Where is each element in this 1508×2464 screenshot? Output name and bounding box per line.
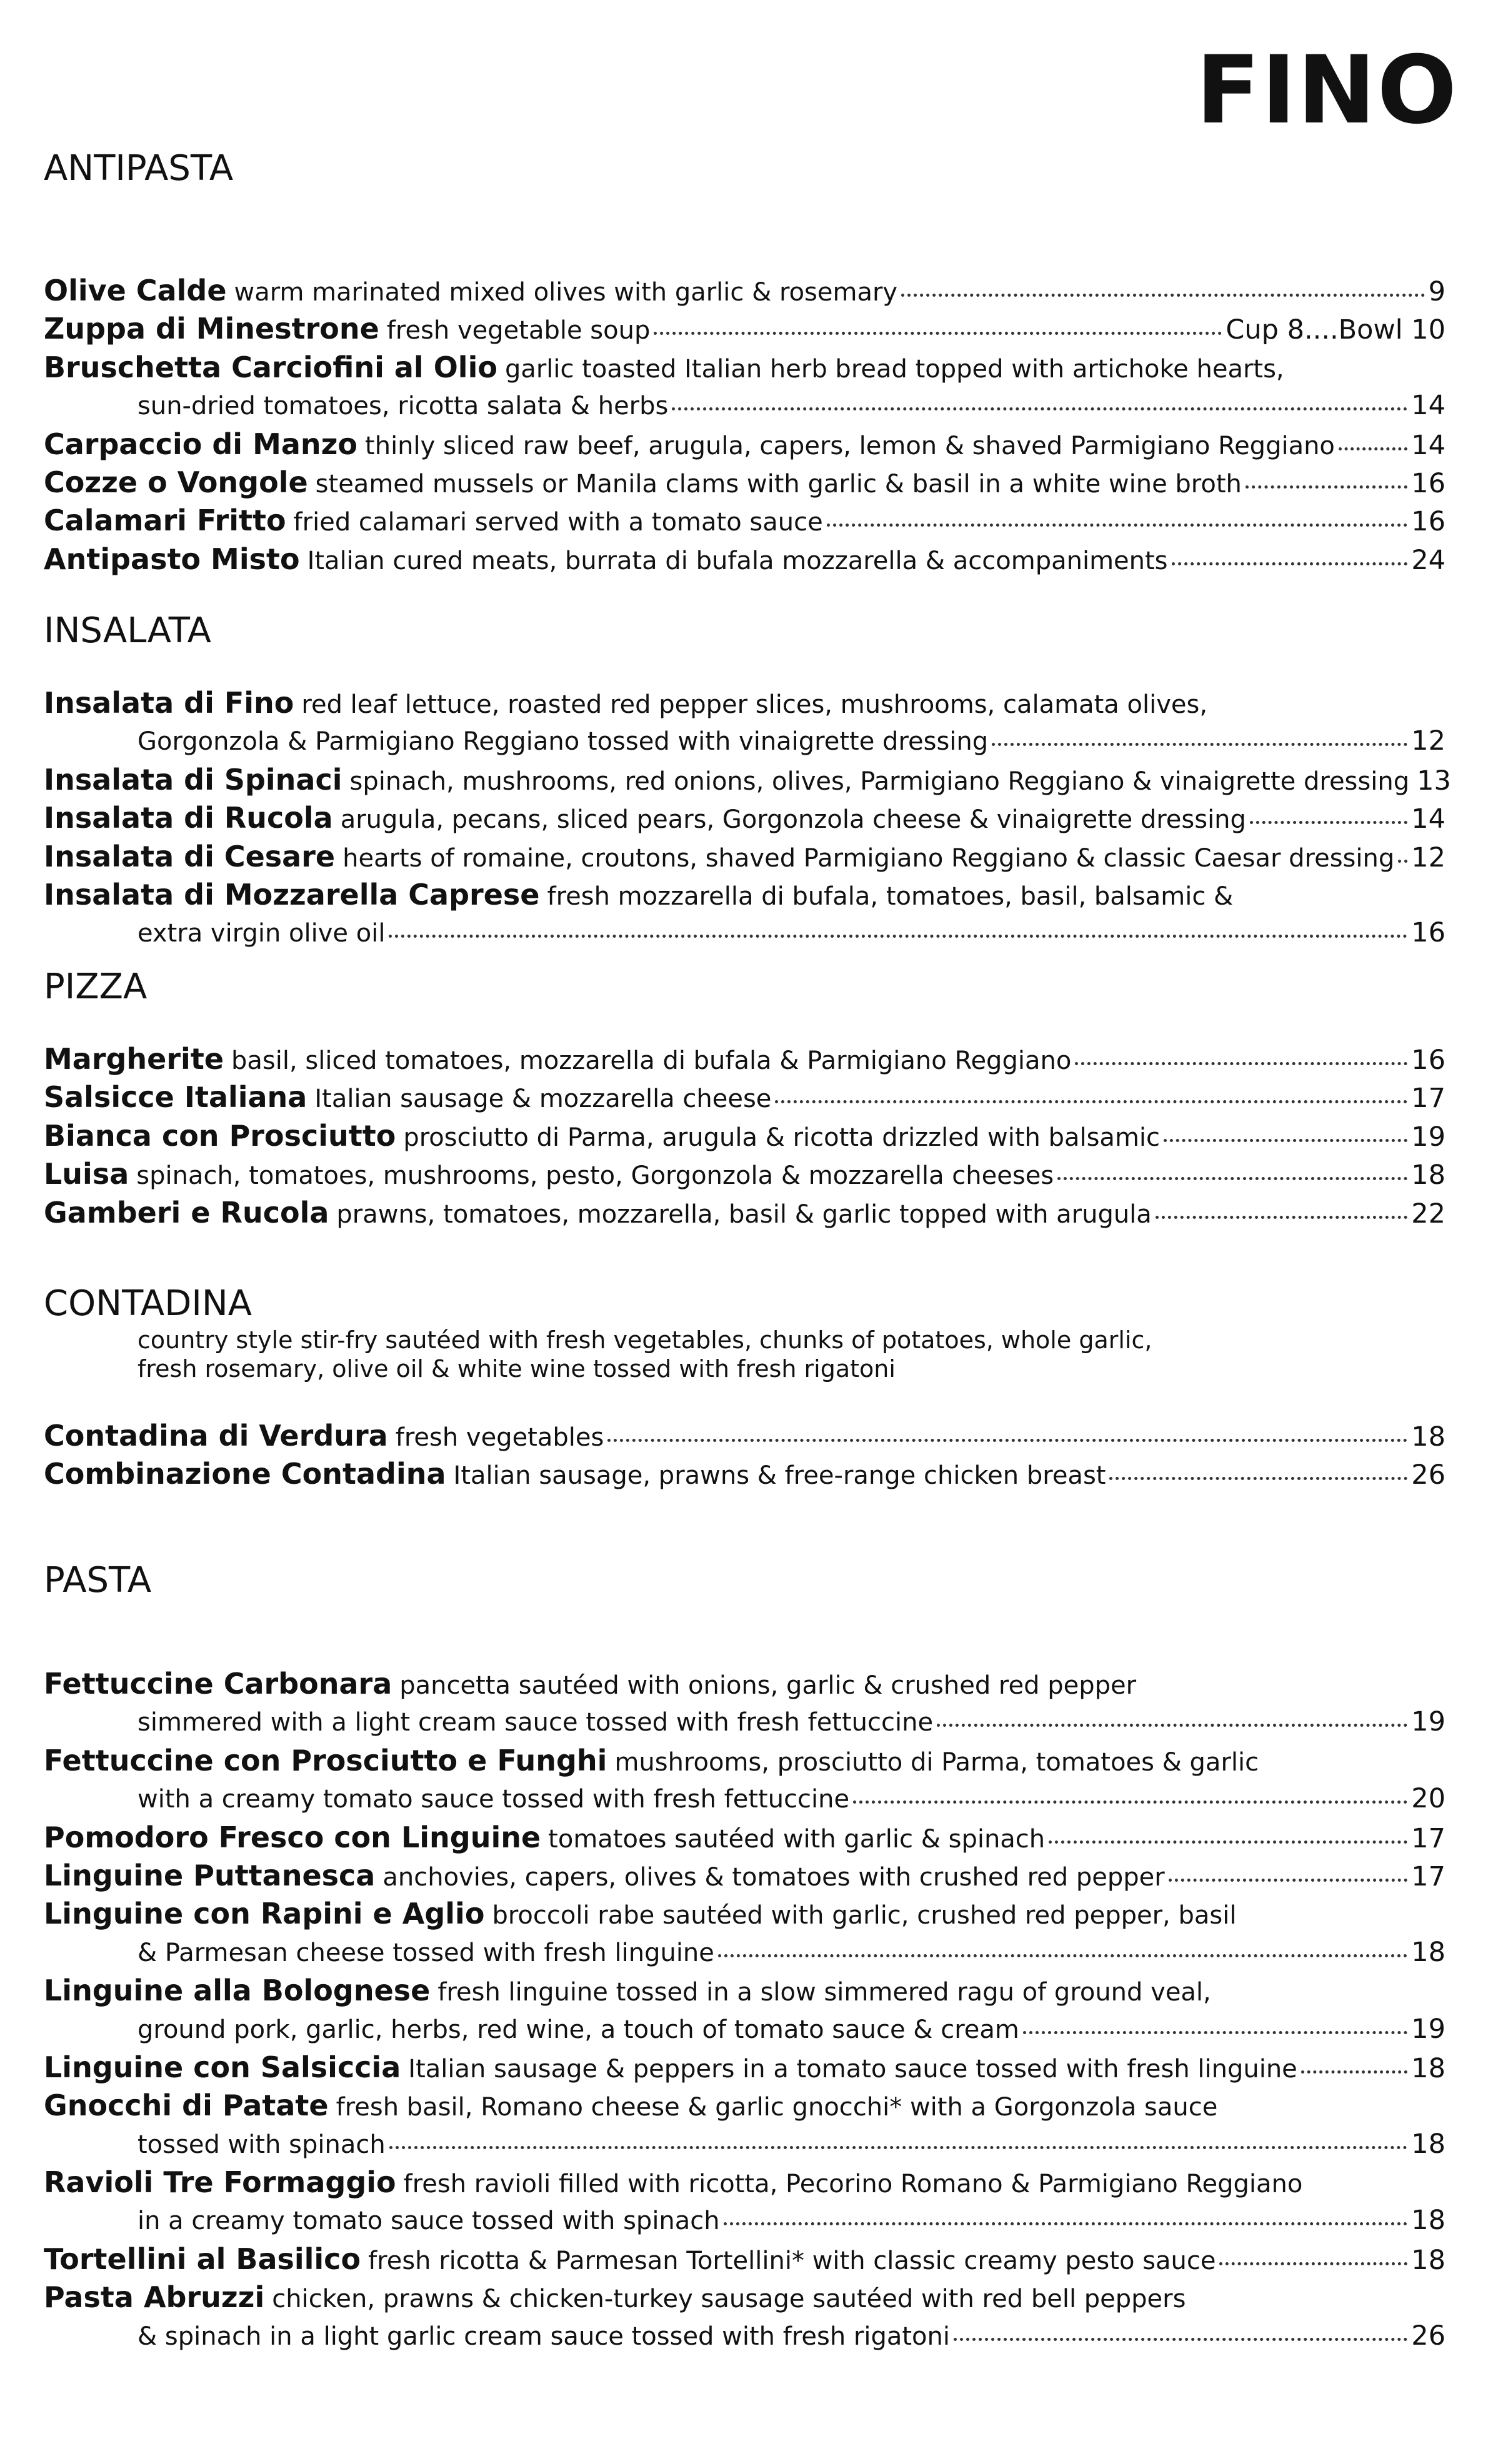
item-price: 17 — [1411, 1083, 1446, 1115]
item-name: Linguine alla Bolognese — [44, 1974, 431, 2008]
item-description: thinly sliced raw beef, arugula, capers, lemon & shaved Parmigiano Reggiano — [365, 431, 1335, 460]
menu-item — [44, 1819, 1446, 1857]
item-description: Italian sausage & peppers in a tomato sauce tossed with fresh linguine — [408, 2054, 1297, 2084]
menu-item — [44, 761, 1451, 799]
item-description: red leaf lettuce, roasted red pepper slices, mushrooms, calamata olives, — [301, 690, 1208, 719]
dot-leader — [1057, 1177, 1407, 1180]
dot-leader — [1075, 1062, 1407, 1065]
item-description-continued: Gorgonzola & Parmigiano Reggiano tossed with vinaigrette dressing — [137, 727, 989, 757]
section-insalata — [44, 609, 1451, 953]
item-description: mushrooms, prosciutto di Parma, tomatoes & garlic — [614, 1747, 1259, 1777]
item-description: fresh basil, Romano cheese & garlic gnocchi* with a Gorgonzola sauce — [336, 2093, 1218, 2122]
menu-item-continued — [44, 387, 1446, 425]
item-description-continued: tossed with spinach — [137, 2130, 386, 2159]
menu-items — [44, 272, 1446, 579]
item-price: 18 — [1411, 2128, 1446, 2160]
item-name: Cozze o Vongole — [44, 465, 308, 499]
item-name: Contadina di Verdura — [44, 1419, 388, 1453]
item-name: Insalata di Rucola — [44, 801, 333, 835]
dot-leader — [937, 1724, 1407, 1727]
item-description: fresh ravioli filled with ricotta, Pecorino Romano & Parmigiano Reggiano — [403, 2170, 1303, 2199]
item-description: fresh ricotta & Parmesan Tortellini* with classic creamy pesto sauce — [368, 2246, 1216, 2275]
section-title: PASTA — [44, 1560, 152, 1601]
item-name: Fettuccine Carbonara — [44, 1667, 392, 1701]
section-title: PIZZA — [44, 966, 147, 1007]
section-antipasta — [44, 147, 1446, 579]
dot-leader — [901, 294, 1425, 297]
dot-leader — [1169, 1879, 1408, 1882]
item-price: 18 — [1411, 2052, 1446, 2084]
item-name: Gnocchi di Patate — [44, 2089, 329, 2123]
item-price: 19 — [1411, 2013, 1446, 2045]
dot-leader — [389, 935, 1407, 938]
menu-item — [44, 1972, 1446, 2010]
item-name: Luisa — [44, 1157, 129, 1191]
item-description: prawns, tomatoes, mozzarella, basil & garlic topped with arugula — [336, 1200, 1152, 1229]
item-price: 9 — [1428, 276, 1446, 307]
item-price: 16 — [1411, 917, 1446, 949]
dot-leader — [718, 1954, 1407, 1957]
item-price: 19 — [1411, 1706, 1446, 1738]
item-description: fresh mozzarella di bufala, tomatoes, basil, balsamic & — [547, 882, 1234, 911]
item-price: 20 — [1411, 1783, 1446, 1815]
item-description: Italian sausage & mozzarella cheese — [314, 1085, 772, 1114]
menu-item — [44, 1040, 1446, 1078]
menu-item — [44, 2049, 1446, 2087]
intro-line: country style stir-fry sautéed with fresh vegetables, chunks of potatoes, whole garlic, — [137, 1326, 1152, 1354]
item-description: fresh linguine tossed in a slow simmered ragu of ground veal, — [437, 1978, 1211, 2007]
menu-item — [44, 310, 1446, 348]
menu-item — [44, 2278, 1446, 2317]
item-description: basil, sliced tomatoes, mozzarella di bufala & Parmigiano Reggiano — [231, 1046, 1072, 1075]
dot-leader — [1156, 1216, 1407, 1219]
menu-item — [44, 684, 1446, 722]
menu-item — [44, 540, 1446, 579]
item-price: 13 — [1417, 765, 1451, 797]
menu-item — [44, 1155, 1446, 1193]
dot-leader — [672, 407, 1407, 410]
item-description-continued: & spinach in a light garlic cream sauce tossed with fresh rigatoni — [137, 2322, 950, 2351]
item-price: 16 — [1411, 1045, 1446, 1076]
item-price: 18 — [1411, 1160, 1446, 1191]
dot-leader — [1172, 562, 1408, 565]
item-description: garlic toasted Italian herb bread topped with artichoke hearts, — [504, 354, 1284, 384]
item-name: Tortellini al Basilico — [44, 2242, 361, 2276]
menu-items — [44, 1665, 1446, 2355]
dot-leader — [1164, 1139, 1407, 1142]
dot-leader — [724, 2222, 1408, 2225]
menu-item — [44, 1665, 1446, 1703]
item-name: Linguine con Rapini e Aglio — [44, 1897, 485, 1931]
dot-leader — [1250, 821, 1407, 824]
section-title: INSALATA — [44, 610, 211, 651]
menu-item-continued — [44, 2010, 1446, 2049]
item-name: Linguine Puttanesca — [44, 1858, 376, 1892]
item-description: fried calamari served with a tomato sauce — [293, 508, 823, 537]
item-price: 19 — [1411, 1121, 1446, 1153]
dot-leader — [992, 743, 1407, 746]
menu-item — [44, 2240, 1446, 2278]
section-intro — [44, 1326, 1446, 1383]
item-name: Calamari Fritto — [44, 504, 286, 538]
item-price: 18 — [1411, 2205, 1446, 2237]
menu-item-continued — [44, 2125, 1446, 2163]
dot-leader — [827, 524, 1408, 527]
menu-item-continued — [44, 722, 1446, 760]
item-description: hearts of romaine, croutons, shaved Parmigiano Reggiano & classic Caesar dressing — [342, 843, 1395, 873]
dot-leader — [954, 2338, 1407, 2341]
dot-leader — [1049, 1841, 1407, 1844]
item-description: tomatoes sautéed with garlic & spinach — [548, 1824, 1046, 1854]
item-name: Insalata di Fino — [44, 686, 294, 720]
item-description: pancetta sautéed with onions, garlic & crushed red pepper — [399, 1671, 1137, 1700]
dot-leader — [1246, 485, 1407, 489]
item-description: fresh vegetables — [395, 1423, 604, 1452]
item-price: 18 — [1411, 1421, 1446, 1453]
item-name: Pasta Abruzzi — [44, 2280, 265, 2315]
item-description: warm marinated mixed olives with garlic & rosemary — [234, 278, 898, 307]
item-description-continued: ground pork, garlic, herbs, red wine, a touch of tomato sauce & cream — [137, 2015, 1019, 2044]
menu-item — [44, 272, 1446, 310]
menu-item-continued — [44, 914, 1446, 952]
menu-item — [44, 464, 1446, 502]
item-price: 26 — [1411, 2320, 1446, 2352]
menu-item — [44, 1455, 1446, 1493]
item-name: Zuppa di Minestrone — [44, 312, 379, 346]
section-pizza — [44, 965, 1446, 1232]
item-price: 14 — [1411, 803, 1446, 835]
item-price: 16 — [1411, 467, 1446, 499]
menu-item — [44, 799, 1446, 837]
item-description: fresh vegetable soup — [386, 316, 651, 345]
menu-item — [44, 1194, 1446, 1232]
menu-item — [44, 2163, 1446, 2202]
menu-item — [44, 425, 1446, 464]
item-price: 17 — [1411, 1860, 1446, 1892]
item-name: Bruschetta Carciofini al Olio — [44, 350, 497, 384]
item-price: Cup 8....Bowl 10 — [1226, 314, 1446, 346]
intro-line: fresh rosemary, olive oil & white wine tossed with fresh rigatoni — [137, 1355, 896, 1383]
item-price: 18 — [1411, 2244, 1446, 2276]
item-description: broccoli rabe sautéed with garlic, crushed red pepper, basil — [492, 1901, 1237, 1930]
item-name: Gamberi e Rucola — [44, 1195, 329, 1230]
item-price: 14 — [1411, 429, 1446, 461]
item-name: Combinazione Contadina — [44, 1457, 446, 1491]
item-name: Fettuccine con Prosciutto e Funghi — [44, 1743, 607, 1777]
item-name: Margherite — [44, 1042, 224, 1076]
item-price: 12 — [1411, 725, 1446, 757]
menu-item — [44, 876, 1446, 914]
section-contadina — [44, 1282, 1446, 1494]
menu-item — [44, 1895, 1446, 1933]
item-description-continued: sun-dried tomatoes, ricotta salata & herbs — [137, 392, 669, 421]
item-description: Italian sausage, prawns & free-range chicken breast — [453, 1461, 1106, 1491]
item-name: Insalata di Cesare — [44, 839, 336, 873]
menu-items — [44, 684, 1451, 953]
item-name: Salsicce Italiana — [44, 1080, 307, 1115]
dot-leader — [1398, 860, 1407, 863]
item-description: prosciutto di Parma, arugula & ricotta drizzled with balsamic — [403, 1123, 1161, 1152]
dot-leader — [1339, 447, 1407, 450]
item-description: steamed mussels or Manila clams with garlic & basil in a white wine broth — [315, 469, 1242, 499]
item-description: spinach, mushrooms, red onions, olives, Parmigiano Reggiano & vinaigrette dressing — [349, 767, 1410, 796]
item-name: Linguine con Salsiccia — [44, 2050, 401, 2084]
item-name: Bianca con Prosciutto — [44, 1118, 396, 1153]
menu-item-continued — [44, 1780, 1446, 1818]
item-price: 17 — [1411, 1822, 1446, 1854]
item-price: 12 — [1411, 842, 1446, 873]
item-description: arugula, pecans, sliced pears, Gorgonzola cheese & vinaigrette dressing — [340, 805, 1246, 835]
item-price: 14 — [1411, 390, 1446, 422]
menu-item-continued — [44, 1934, 1446, 1972]
dot-leader — [1023, 2031, 1407, 2034]
item-name: Olive Calde — [44, 274, 227, 307]
item-price: 18 — [1411, 1936, 1446, 1968]
item-description: anchovies, capers, olives & tomatoes with crushed red pepper — [382, 1862, 1165, 1892]
menu-item — [44, 1417, 1446, 1455]
menu-item-continued — [44, 2202, 1446, 2240]
menu-item — [44, 1078, 1446, 1116]
dot-leader — [1109, 1477, 1407, 1480]
item-name: Ravioli Tre Formaggio — [44, 2165, 396, 2200]
section-pasta — [44, 1559, 1446, 2355]
dot-leader — [775, 1100, 1407, 1103]
item-description-continued: extra virgin olive oil — [137, 919, 386, 948]
dot-leader — [607, 1439, 1407, 1442]
item-description: chicken, prawns & chicken-turkey sausage sautéed with red bell peppers — [272, 2285, 1186, 2314]
dot-leader — [853, 1801, 1407, 1804]
menu-item — [44, 838, 1446, 876]
item-price: 16 — [1411, 506, 1446, 538]
item-price: 24 — [1411, 544, 1446, 576]
dot-leader — [1219, 2262, 1407, 2265]
item-name: Antipasto Misto — [44, 542, 300, 576]
section-title: CONTADINA — [44, 1283, 252, 1324]
menu-item — [44, 349, 1446, 387]
section-title: ANTIPASTA — [44, 148, 234, 189]
item-name: Pomodoro Fresco con Linguine — [44, 1820, 541, 1854]
dot-leader — [389, 2146, 1408, 2149]
menu-item — [44, 1117, 1446, 1155]
menu-items — [44, 1417, 1446, 1494]
item-price: 26 — [1411, 1459, 1446, 1491]
item-price: 22 — [1411, 1198, 1446, 1230]
dot-leader — [654, 332, 1222, 335]
restaurant-brand: FINO — [1196, 36, 1458, 145]
item-description-continued: with a creamy tomato sauce tossed with fresh fettuccine — [137, 1785, 850, 1814]
dot-leader — [1301, 2070, 1408, 2074]
item-name: Insalata di Mozzarella Caprese — [44, 877, 540, 912]
item-description: Italian cured meats, burrata di bufala mozzarella & accompaniments — [307, 546, 1168, 575]
item-description-continued: in a creamy tomato sauce tossed with spinach — [137, 2207, 720, 2236]
item-description-continued: simmered with a light cream sauce tossed with fresh fettuccine — [137, 1708, 934, 1737]
menu-item — [44, 1857, 1446, 1895]
item-description: spinach, tomatoes, mushrooms, pesto, Gorgonzola & mozzarella cheeses — [136, 1161, 1054, 1191]
menu-item — [44, 502, 1446, 540]
item-name: Insalata di Spinaci — [44, 762, 342, 797]
menu-item — [44, 2087, 1446, 2125]
item-name: Carpaccio di Manzo — [44, 427, 358, 461]
item-description-continued: & Parmesan cheese tossed with fresh linguine — [137, 1938, 714, 1967]
menu-items — [44, 1040, 1446, 1232]
menu-item-continued — [44, 1703, 1446, 1741]
menu-item — [44, 1742, 1446, 1780]
menu-item-continued — [44, 2317, 1446, 2355]
